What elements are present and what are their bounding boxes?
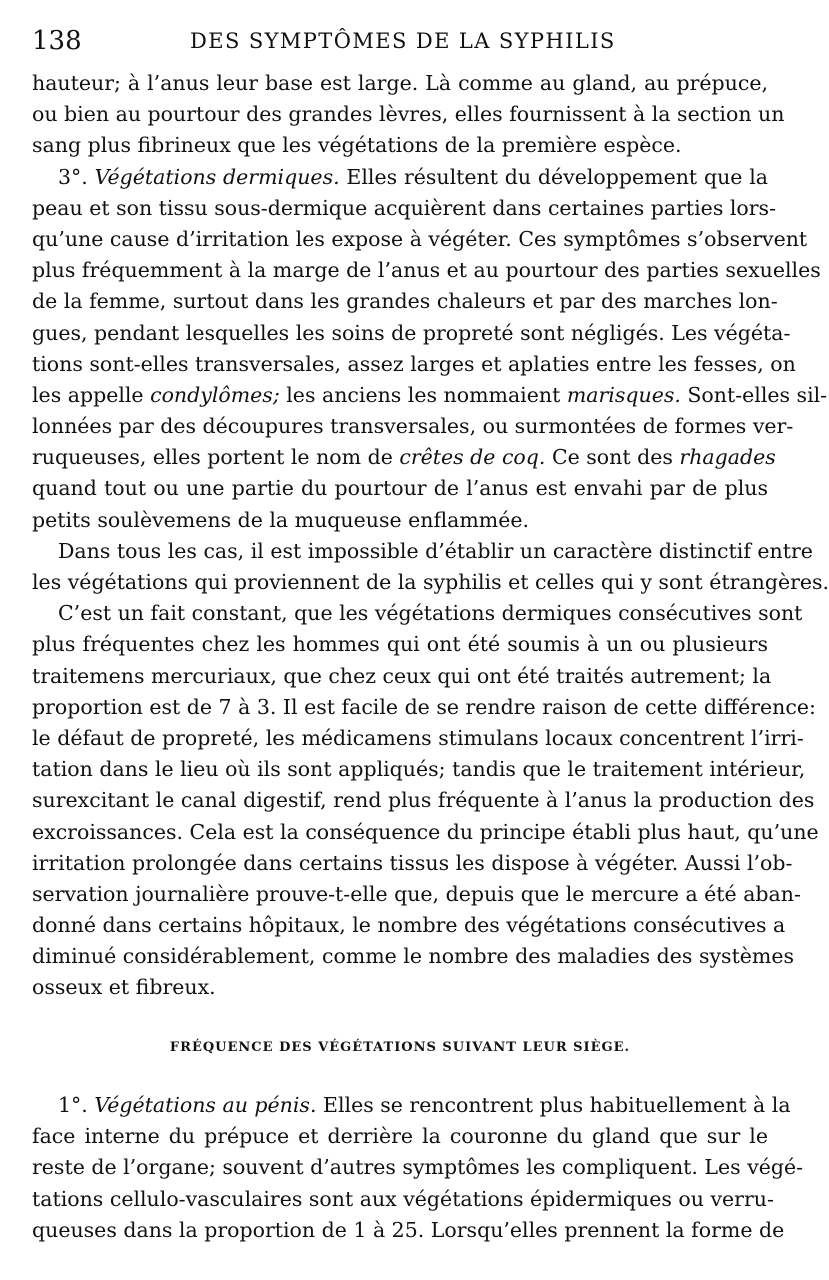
text-line — [32, 380, 828, 411]
page-number: 138 — [32, 26, 82, 56]
text-fragment: Ce sont des — [545, 445, 680, 470]
text-fragment: les anciens les nommaient — [279, 382, 567, 407]
italic-term: marisques. — [566, 382, 681, 407]
list-number: 3°. — [58, 164, 95, 189]
body-text — [32, 68, 829, 1004]
section-heading: FRÉQUENCE DES VÉGÉTATIONS SUIVANT LEUR SIÈGE. — [169, 1040, 631, 1055]
text-line: face interne du prépuce et derrière la couronne du gland que sur le — [32, 1124, 768, 1149]
text-line: surexcitant le canal digestif, rend plus fréquente à l’anus la production des — [32, 788, 815, 813]
text-fragment: ruqueuses, elles portent le nom de — [32, 445, 400, 470]
list-number: 1°. — [58, 1093, 95, 1117]
text-line: plus fréquemment à la marge de l’anus et au pourtour des parties sexuelles — [32, 258, 821, 283]
text-line: les végétations qui proviennent de la syphilis et celles qui y sont étrangères. — [32, 570, 829, 594]
text-line: sang plus fibrineux que les végétations de la première espèce. — [32, 133, 682, 158]
page-header — [32, 26, 760, 60]
text-line — [32, 442, 776, 473]
text-line: plus fréquentes chez les hommes qui ont été soumis à un ou plusieurs — [32, 632, 768, 657]
text-line: proportion est de 7 à 3. Il est facile de se rendre raison de cette différence: — [32, 694, 816, 719]
text-line: petits soulèvemens de la muqueuse enflammée. — [32, 507, 530, 532]
italic-term: Végétations au pénis. — [94, 1093, 317, 1117]
text-line: le défaut de propreté, les médicamens stimulans locaux concentrent l’irri- — [32, 725, 804, 750]
text-line: peau et son tissu sous-dermique acquièrent dans certaines parties lors- — [32, 195, 776, 220]
text-line: Dans tous les cas, il est impossible d’établir un caractère distinctif entre — [58, 538, 813, 563]
text-line: tions sont-elles transversales, assez larges et aplaties entre les fesses, on — [32, 351, 796, 376]
text-line: quand tout ou une partie du pourtour de l’anus est envahi par de plus — [32, 476, 768, 501]
text-line: irritation prolongée dans certains tissus les dispose à végéter. Aussi l’ob- — [32, 850, 793, 875]
text-line: excroissances. Cela est la conséquence du principe établi plus haut, qu’une — [32, 819, 819, 844]
text-line: lonnées par des découpures transversales, ou surmontées de formes ver- — [32, 414, 794, 439]
text-line: queuses dans la proportion de 1 à 25. Lorsqu’elles prennent la forme de — [32, 1217, 785, 1242]
text-fragment: Elles se rencontrent plus habituellement à la — [316, 1093, 791, 1117]
text-line: donné dans certains hôpitaux, le nombre des végétations consécutives a — [32, 913, 786, 938]
text-line: diminué considérablement, comme le nombre des maladies des systèmes — [32, 944, 795, 969]
running-title: DES SYMPTÔMES DE LA SYPHILIS — [190, 29, 616, 53]
text-line: tation dans le lieu où ils sont appliqués; tandis que le traitement intérieur, — [32, 757, 806, 782]
italic-term: crêtes de coq. — [399, 445, 546, 470]
section-text — [32, 1090, 804, 1246]
text-fragment: Elles résultent du développement que la — [339, 164, 768, 189]
text-fragment: Sont-elles sil- — [680, 382, 828, 407]
text-line — [32, 162, 768, 193]
text-fragment: les appelle — [32, 382, 151, 407]
text-line: qu’une cause d’irritation les expose à végéter. Ces symptômes s’observent — [32, 226, 808, 251]
italic-term: rhagades — [679, 445, 776, 470]
text-line: ou bien au pourtour des grandes lèvres, elles fournissent à la section un — [32, 102, 785, 127]
text-line: reste de l’organe; souvent d’autres symptômes les compliquent. Les végé- — [32, 1155, 804, 1180]
text-line — [32, 1090, 791, 1121]
text-line: hauteur; à l’anus leur base est large. Là comme au gland, au prépuce, — [32, 71, 768, 95]
text-line: traitemens mercuriaux, que chez ceux qui ont été traités autrement; la — [32, 663, 772, 688]
text-line: servation journalière prouve-t-elle que, depuis que le mercure a été aban- — [32, 881, 801, 906]
italic-term: Végétations dermiques. — [94, 164, 340, 189]
text-line: de la femme, surtout dans les grandes chaleurs et par des marches lon- — [32, 289, 778, 314]
text-line: gues, pendant lesquelles les soins de propreté sont négligés. Les végéta- — [32, 320, 791, 345]
text-line: C’est un fait constant, que les végétations dermiques consécutives sont — [58, 601, 803, 626]
text-line: tations cellulo-vasculaires sont aux végétations épidermiques ou verru- — [32, 1186, 774, 1211]
text-line: osseux et fibreux. — [32, 975, 216, 1000]
italic-term: condylômes; — [150, 382, 280, 407]
